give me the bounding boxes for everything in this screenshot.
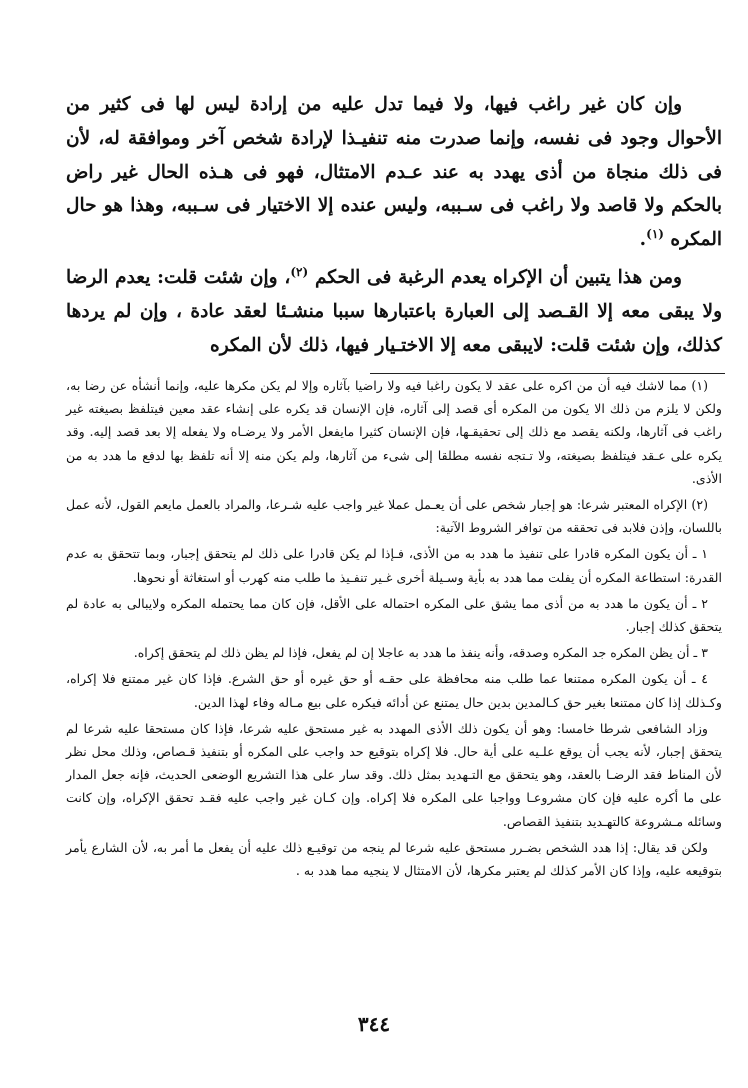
footnote-condition: ٢ ـ أن يكون ما هدد به من أذى مما يشق على المكره احتماله على الأقل، فإن كان مما يحتمله المكره ولايبالى به عادة لم يتحقق كذلك إجبار. xyxy=(66,595,722,635)
footnote: ولكن قد يقال: إذا هدد الشخص بضـرر مستحق عليه شرعا لم ينجه من توقيـع ذلك عليه أن يفعل ما أمر به، لأن الشارع يأمر بتوقيعه عليه، وإذا كان الأمر كذلك لم يعتبر مكرها، لأن الامتثال لا ينجيه مما هدد به . xyxy=(66,839,722,879)
footnote: (١) مما لاشك فيه أن من اكره على عقد لا يكون راغبا فيه ولا راضيا بآثاره وإلا لم يكن مكرها عليه، وإنما أنشأه عن رضا به، ولكن لا يلزم من ذلك الا يكون من المكره أى قصد إلى آثاره، فإن الإنسان قد يكره على إنشاء عقد معين فيتلفظ بصيغته غير راغب فى آثارها، ولكنه يقصد مع ذلك إلى تحقيقـها، فإن الإنسان كثيرا مايفعل الأمر ولا يرضـاه ولا يفعله إلا بعد قصد إليه. وقد يكره على عـقد فيتلفظ بصيغته، ولا تـتجه نفسه مطلقا إلى شىء من آثارها، ولم يكن منه إلا أنه تلفظ بها لدفع ما هدد به من الأذى. xyxy=(66,378,722,486)
footnote-condition: ٤ ـ أن يكون المكره ممتنعا عما طلب منه محافظة على حقـه أو حق غيره أو حق الشرع. فإذا كان غير ممتنع فلا إكراه، وكـذلك إذا كان ممتنعا بغير حق كـالمدين بدين حال يمتنع عن أدائه فيكره على بيع مـاله وفاء لهذا الدين. xyxy=(66,671,722,710)
main-paragraph: وإن كان غير راغب فيها، ولا فيما تدل عليه من إرادة ليس لها فى كثير من الأحوال وجود فى نفسه، وإنما صدرت منه تنفيـذا لإرادة شخص آخر وموافقة له، لأن فى ذلك منجاة من أذى يهدد به عند عـدم الامتثال، فهو فى هـذه الحال غير راض بالحكم ولا قاصد ولا راغب فى سـببه، وليس عنده إلا الاختيار فى سـببه، وهذا هو حال المكره $^{(١)}$. xyxy=(66,94,722,251)
footnote-ref: (١) xyxy=(646,227,664,242)
footnote: (٢) الإكراه المعتبر شرعا: هو إجبار شخص على أن يعـمل عملا غير واجب عليه شـرعا، والمراد بالعمل مايعم القول، لأنه عمل باللسان، وإذن فلابد فى تحققه من توافر الشروط الآتية: xyxy=(66,497,722,536)
footnote-condition: ٣ ـ أن يظن المكره جد المكره وصدقه، وأنه ينفذ ما هدد به عاجلا إن لم يفعل، فإذا لم يظن ذلك لم يتحقق إكراه. xyxy=(133,645,708,661)
footnotes-block xyxy=(66,374,722,882)
main-paragraph-text: وإن كان غير راغب فيها، ولا فيما تدل عليه من إرادة ليس لها فى كثير من الأحوال وجود فى نفسه، وإنما صدرت منه تنفيـذا لإرادة شخص آخر وموافقة له، لأن فى ذلك منجاة من أذى يهدد به عند عـدم الامتثال، فهو فى هـذه الحال غير راض بالحكم ولا قاصد ولا راغب فى سـببه، وليس عنده إلا الاختيار فى سـببه، وهذا هو حال المكره xyxy=(66,94,722,251)
main-text-block xyxy=(66,88,722,362)
footnote-ref: (٢) xyxy=(290,264,309,279)
footnote-condition: ١ ـ أن يكون المكره قادرا على تنفيذ ما هدد به من الأذى، فـإذا لم يكن قادرا على ذلك لم يتحقق إجبار، وبما تتحقق به عدم القدرة: استطاعة المكره أن يفلت مما هدد به بأية وسـيلة أخرى غـير تنفـيذ ما طلب منه كهرب أو استغاثة أو نحوها. xyxy=(66,546,722,585)
main-paragraph-text: ، وإن شئت قلت: يعدم الرضا ولا يبقى معه إلا القـصد إلى العبارة باعتبارها سببا منشـئا لعقد عادة ، وإن لم يردها كذلك، وإن شئت قلت: لايبقى معه إلا الاختـيار فيها، ذلك لأن المكره xyxy=(66,266,722,356)
main-paragraph-text: ومن هذا يتبين أن الإكراه يعدم الرغبة فى الحكم xyxy=(314,266,682,288)
footnote: وزاد الشافعى شرطا خامسا: وهو أن يكون ذلك الأذى المهدد به غير مستحق عليه شرعا، فإذا كان مستحقا عليه شرعا لم يتحقق إجبار، لأنه يجب أن يوقع علـيه على أية حال. فلا إكراه بتوقيع حد واجب على المكره أو بتنفيذ قـصاص، وذلك محل نظر لأن المناط فقد الرضـا بالعقد، وهو يتحقق مع التـهديد بمثل ذلك. وقد سار على هذا التشريع الوضعى الحديث، فإنه جعل المدار على ما أكره عليه فإن كان مشروعـا وواجبا على المكره فلا إكراه. وإن كـان غير واجب عليه فقـد تحقق الإكراه، وإن كانت وسائله مـشروعة كالتهـديد بتنفيذ القصاص. xyxy=(66,720,722,829)
page-number: ٣٤٤ xyxy=(357,1012,391,1036)
main-paragraph xyxy=(66,261,722,362)
